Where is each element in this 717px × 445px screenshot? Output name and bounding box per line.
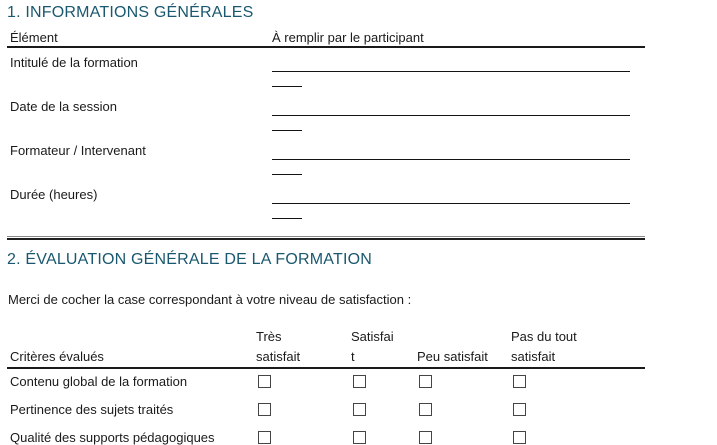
checkbox-contenu-tres-satisfait[interactable] bbox=[258, 375, 271, 388]
fill-line-long[interactable] bbox=[272, 159, 630, 160]
criteria-row-pertinence bbox=[7, 397, 645, 425]
field-label-date: Date de la session bbox=[10, 99, 117, 114]
fill-line-short[interactable] bbox=[272, 86, 302, 87]
criteria-row-qualite bbox=[7, 425, 645, 445]
table-row-formateur bbox=[7, 136, 645, 180]
fill-line-long[interactable] bbox=[272, 71, 630, 72]
evaluation-header-row bbox=[7, 321, 645, 369]
table-row-date bbox=[7, 92, 645, 136]
divider-line-bottom bbox=[7, 238, 645, 240]
table-row-duree bbox=[7, 180, 645, 224]
checkbox-contenu-peu-satisfait[interactable] bbox=[419, 375, 432, 388]
fill-in-field-date[interactable] bbox=[270, 92, 645, 136]
criteria-row-contenu bbox=[7, 369, 645, 397]
criteria-label-contenu: Contenu global de la formation bbox=[10, 374, 188, 389]
criteria-label-qualite: Qualité des supports pédagogiques bbox=[10, 430, 215, 445]
fill-line-short[interactable] bbox=[272, 174, 302, 175]
checkbox-qualite-pas-du-tout[interactable] bbox=[513, 431, 526, 444]
checkbox-qualite-peu-satisfait[interactable] bbox=[419, 431, 432, 444]
evaluation-table bbox=[7, 321, 645, 445]
instruction-text: Merci de cocher la case correspondant à votre niveau de satisfaction : bbox=[8, 292, 412, 307]
column-header-element: Élément bbox=[10, 30, 58, 45]
checkbox-pertinence-satisfait[interactable] bbox=[353, 403, 366, 416]
column-header-tres-satisfait: Très satisfait bbox=[256, 329, 301, 364]
column-header-satisfait: Satisfai t bbox=[351, 329, 394, 364]
column-header-pas-du-tout-satisfait: Pas du tout satisfait bbox=[511, 329, 577, 364]
checkbox-contenu-satisfait[interactable] bbox=[353, 375, 366, 388]
fill-in-field-intitule[interactable] bbox=[270, 48, 645, 92]
checkbox-qualite-satisfait[interactable] bbox=[353, 431, 366, 444]
column-header-peu-satisfait: Peu satisfait bbox=[417, 349, 488, 364]
general-info-table bbox=[7, 30, 645, 240]
criteria-label-pertinence: Pertinence des sujets traités bbox=[10, 402, 174, 417]
checkbox-qualite-tres-satisfait[interactable] bbox=[258, 431, 271, 444]
column-header-participant: À remplir par le participant bbox=[272, 30, 424, 45]
fill-line-short[interactable] bbox=[272, 218, 302, 219]
fill-in-field-formateur[interactable] bbox=[270, 136, 645, 180]
field-label-intitule: Intitulé de la formation bbox=[10, 55, 138, 70]
section-divider-double-rule bbox=[7, 236, 645, 240]
checkbox-contenu-pas-du-tout[interactable] bbox=[513, 375, 526, 388]
checkbox-pertinence-peu-satisfait[interactable] bbox=[419, 403, 432, 416]
fill-in-field-duree[interactable] bbox=[270, 180, 645, 224]
checkbox-pertinence-pas-du-tout[interactable] bbox=[513, 403, 526, 416]
field-label-duree: Durée (heures) bbox=[10, 187, 98, 202]
fill-line-long[interactable] bbox=[272, 203, 630, 204]
section-2-heading: 2. ÉVALUATION GÉNÉRALE DE LA FORMATION bbox=[7, 251, 373, 268]
checkbox-pertinence-tres-satisfait[interactable] bbox=[258, 403, 271, 416]
column-header-criteres: Critères évalués bbox=[10, 349, 104, 364]
table-row-intitule bbox=[7, 48, 645, 92]
fill-line-long[interactable] bbox=[272, 115, 630, 116]
general-info-header-row bbox=[7, 30, 645, 48]
fill-line-short[interactable] bbox=[272, 130, 302, 131]
field-label-formateur: Formateur / Intervenant bbox=[10, 143, 146, 158]
section-1-heading: 1. INFORMATIONS GÉNÉRALES bbox=[7, 4, 254, 21]
